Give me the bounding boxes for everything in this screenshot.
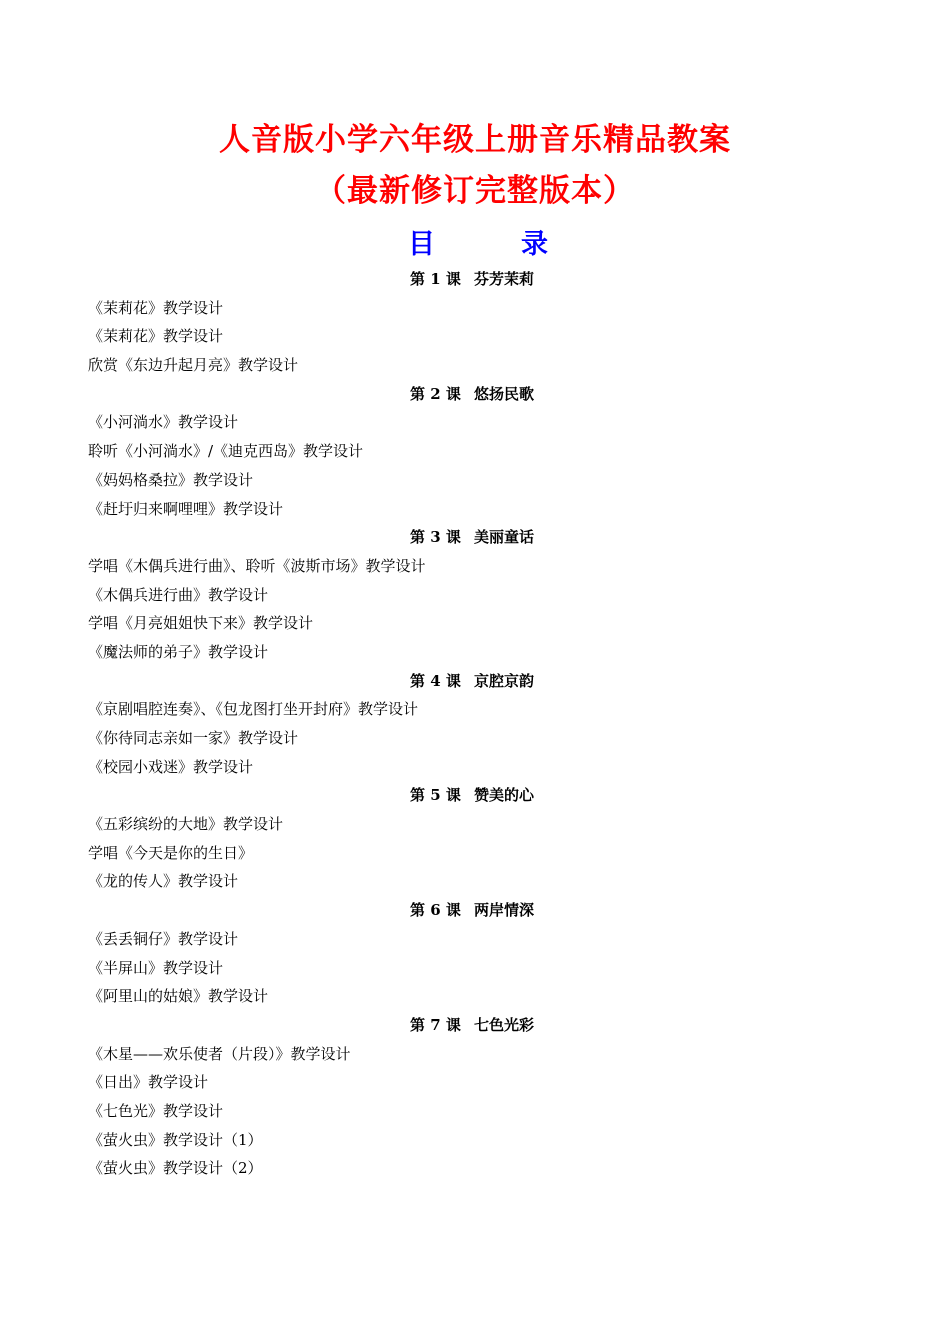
toc-item: 《赶圩归来啊哩哩》教学设计 xyxy=(88,499,284,518)
toc-item: 《木偶兵进行曲》教学设计 xyxy=(88,585,269,604)
toc-item: 《半屏山》教学设计 xyxy=(88,958,224,977)
toc-item: 《七色光》教学设计 xyxy=(88,1101,224,1120)
table-of-contents xyxy=(88,265,558,1183)
lesson-block xyxy=(88,667,558,782)
lesson-name: 赞美的心 xyxy=(474,786,535,805)
toc-item: 学唱《月亮姐姐快下来》教学设计 xyxy=(88,614,314,633)
lesson-number: 第 6 课 xyxy=(410,901,461,920)
lesson-name: 两岸情深 xyxy=(474,901,535,920)
toc-heading xyxy=(408,225,548,265)
toc-item: 《五彩缤纷的大地》教学设计 xyxy=(88,815,284,834)
toc-heading-char-2: 录 xyxy=(521,229,548,260)
toc-heading-char-1: 目 xyxy=(408,229,435,260)
lesson-number: 第 7 课 xyxy=(410,1015,461,1034)
lesson-name: 七色光彩 xyxy=(474,1015,535,1034)
toc-item: 《萤火虫》教学设计（2） xyxy=(88,1159,263,1178)
toc-item: 《阿里山的姑娘》教学设计 xyxy=(88,987,269,1006)
lesson-header xyxy=(88,265,558,294)
lesson-block xyxy=(88,380,558,523)
toc-item: 学唱《木偶兵进行曲》、聆听《波斯市场》教学设计 xyxy=(88,556,426,575)
toc-item: 《你待同志亲如一家》教学设计 xyxy=(88,729,299,747)
toc-item: 《茉莉花》教学设计 xyxy=(88,327,224,346)
toc-item: 《龙的传人》教学设计 xyxy=(88,872,239,891)
toc-item: 《茉莉花》教学设计 xyxy=(88,298,224,317)
lesson-header xyxy=(88,380,558,409)
document-title: 人音版小学六年级上册音乐精品教案 xyxy=(219,122,731,158)
lesson-name: 美丽童话 xyxy=(474,528,535,547)
toc-item: 聆听《小河淌水》/《迪克西岛》教学设计 xyxy=(88,442,364,461)
lesson-block xyxy=(88,523,558,666)
toc-item: 《萤火虫》教学设计（1） xyxy=(88,1130,263,1149)
lesson-block xyxy=(88,1011,558,1183)
lesson-block xyxy=(88,781,558,896)
lesson-block xyxy=(88,265,558,380)
document-subtitle: （最新修订完整版本） xyxy=(315,173,635,209)
lesson-number: 第 4 课 xyxy=(410,671,461,690)
toc-item: 《木星——欢乐使者（片段）》教学设计 xyxy=(88,1044,351,1063)
toc-item: 《妈妈格桑拉》教学设计 xyxy=(88,470,254,489)
toc-item: 《丢丢铜仔》教学设计 xyxy=(88,929,239,948)
toc-item: 《魔法师的弟子》教学设计 xyxy=(88,642,269,661)
lesson-number: 第 1 课 xyxy=(410,270,461,288)
toc-item: 《校园小戏迷》教学设计 xyxy=(88,757,254,776)
toc-item: 《小河淌水》教学设计 xyxy=(88,413,239,432)
lesson-block xyxy=(88,896,558,1011)
lesson-number: 第 5 课 xyxy=(410,786,461,805)
lesson-name: 芬芳茉莉 xyxy=(474,270,535,288)
toc-item: 欣赏《东边升起月亮》教学设计 xyxy=(88,356,299,375)
lesson-name: 京腔京韵 xyxy=(474,671,535,690)
lesson-header xyxy=(88,896,558,925)
lesson-header xyxy=(88,781,558,810)
lesson-header xyxy=(88,667,558,696)
lesson-number: 第 2 课 xyxy=(410,384,461,403)
toc-item: 《日出》教学设计 xyxy=(88,1073,209,1092)
toc-item: 学唱《今天是你的生日》 xyxy=(88,843,254,862)
lesson-header xyxy=(88,1011,558,1040)
lesson-header xyxy=(88,523,558,552)
lesson-number: 第 3 课 xyxy=(410,528,461,547)
lesson-name: 悠扬民歌 xyxy=(474,384,535,403)
toc-item: 《京剧唱腔连奏》、《包龙图打坐开封府》教学设计 xyxy=(88,700,419,719)
